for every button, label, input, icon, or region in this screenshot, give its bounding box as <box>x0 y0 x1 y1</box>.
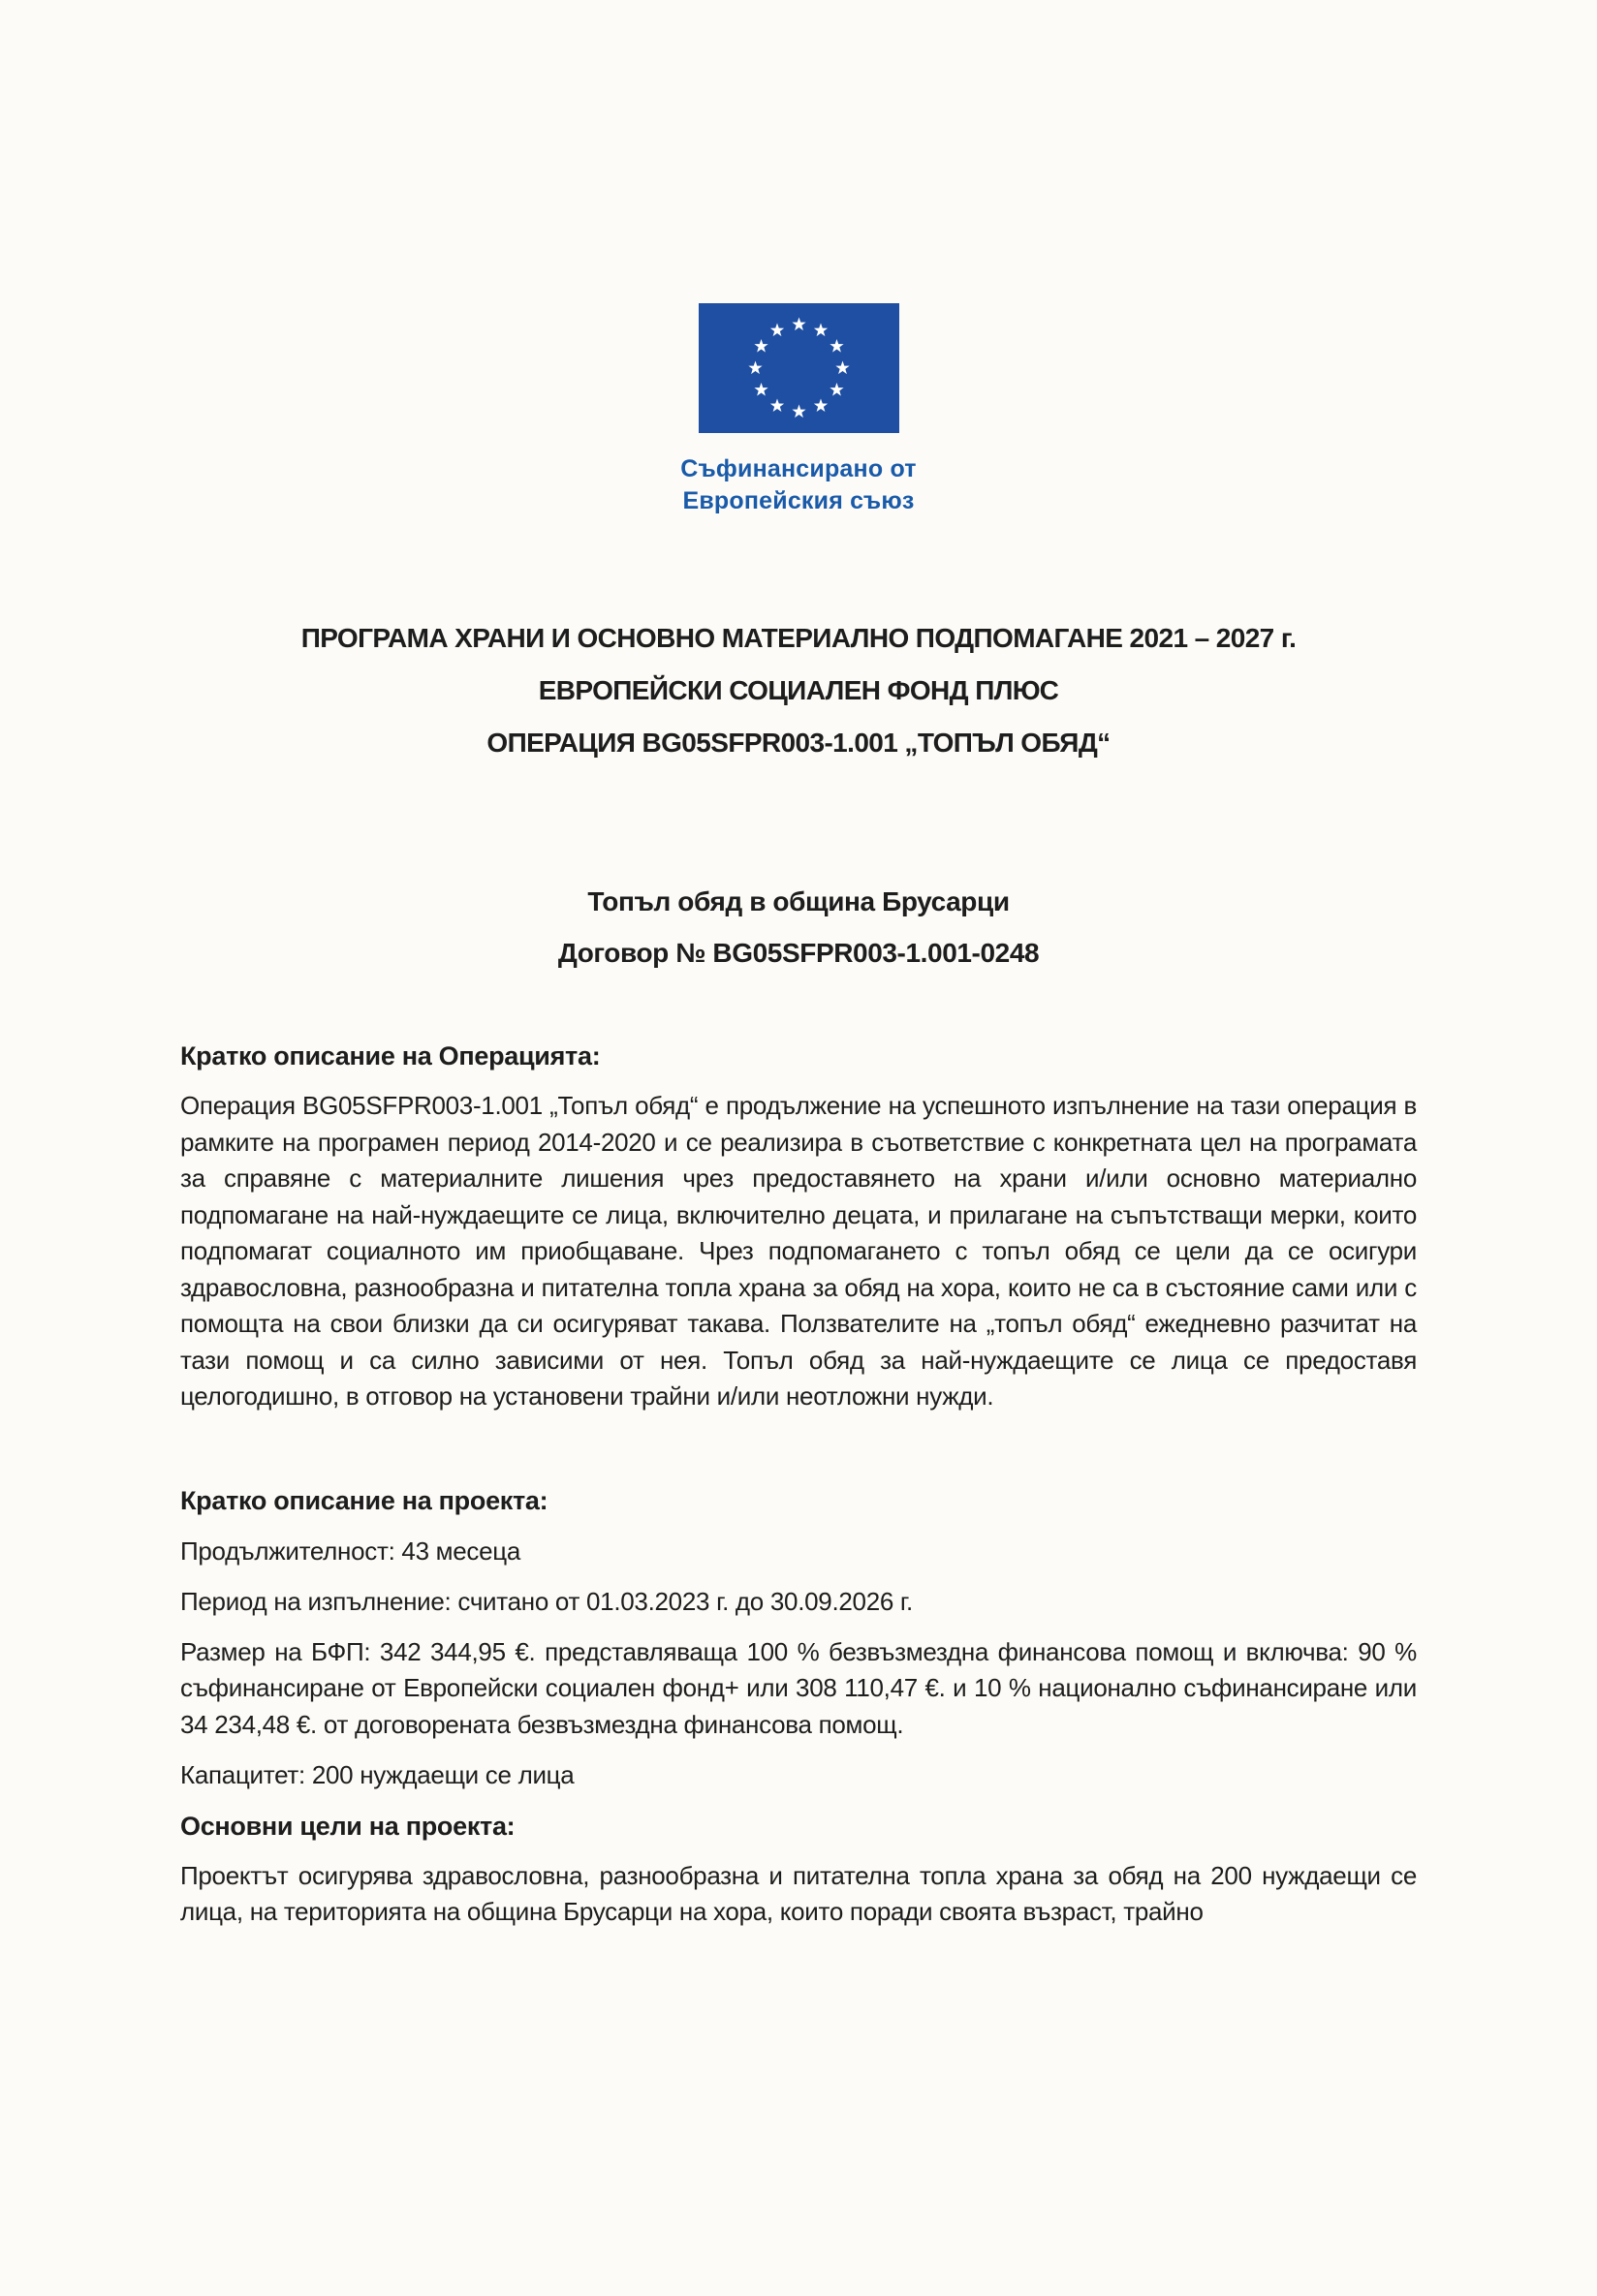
project-description-heading: Кратко описание на проекта: <box>180 1485 548 1515</box>
eu-caption-line2: Европейския съюз <box>682 487 915 514</box>
project-budget-paragraph: Размер на БФП: 342 344,95 €. представляваща 100 % безвъзмездна финансова помощ и включва: 90 % съфинансиране от Европейски социален фонд+ или 308 110,47 €. и 10 % национално съфинансиране или 34 234,48 €. от договорената безвъзмездна финансова помощ. <box>180 1636 1417 1739</box>
operation-description-paragraph: Операция BG05SFPR003-1.001 „Топъл обяд“ е продължение на успешното изпълнение на тази операция в рамките на програмен период 2014-2020 и се реализира в съответствие с конкретната цел на програмата за справяне с материалните лишения чрез предоставянето на храни и/или основно материално подпомагане на най-нуждаещите се лица, включително децата, и прилагане на съпътстващи мерки, които подпомагат социалното им приобщаване. Чрез подпомагането с топъл обяд се цели да се осигури здравословна, разнообразна и питателна топла храна за обяд на хора, които не са в състояние сами или с помощта на свои близки да си осигуряват такава. Ползвателите на „топъл обяд“ ежедневно разчитат на тази помощ и са силно зависими от нея. Топъл обяд за най-нуждаещите се лица се предоставя целогодишно, в отговор на установени трайни и/или неотложни нужди. <box>180 1091 1417 1411</box>
project-capacity: Капацитет: 200 нуждаещи се лица <box>180 1760 575 1789</box>
operation-title: ОПЕРАЦИЯ BG05SFPR003-1.001 „ТОПЪЛ ОБЯД“ <box>486 728 1111 758</box>
fund-title: ЕВРОПЕЙСКИ СОЦИАЛЕН ФОНД ПЛЮС <box>538 675 1059 705</box>
contract-number: Договор № BG05SFPR003-1.001-0248 <box>557 938 1040 968</box>
project-identification <box>180 884 1417 971</box>
project-goals-paragraph: Проектът осигурява здравословна, разнообразна и питателна топла храна за обяд на 200 нуждаещи се лица, на територията на община Брусарци на хора, които поради своята възраст, трайно <box>180 1860 1417 1926</box>
document-titles <box>180 620 1417 761</box>
project-duration: Продължителност: 43 месеца <box>180 1536 521 1566</box>
project-goals-heading: Основни цели на проекта: <box>180 1811 516 1841</box>
eu-cofinance-caption <box>0 453 1597 517</box>
project-period: Период на изпълнение: считано от 01.03.2023 г. до 30.09.2026 г. <box>180 1587 913 1616</box>
eu-caption-line1: Съфинансирано от <box>680 455 917 482</box>
eu-logo-block <box>0 0 1597 517</box>
eu-flag-icon <box>699 303 899 433</box>
operation-description-heading: Кратко описание на Операцията: <box>180 1041 601 1070</box>
program-title: ПРОГРАМА ХРАНИ И ОСНОВНО МАТЕРИАЛНО ПОДПОМАГАНЕ 2021 – 2027 г. <box>300 623 1297 653</box>
project-name: Топъл обяд в община Брусарци <box>587 886 1010 916</box>
